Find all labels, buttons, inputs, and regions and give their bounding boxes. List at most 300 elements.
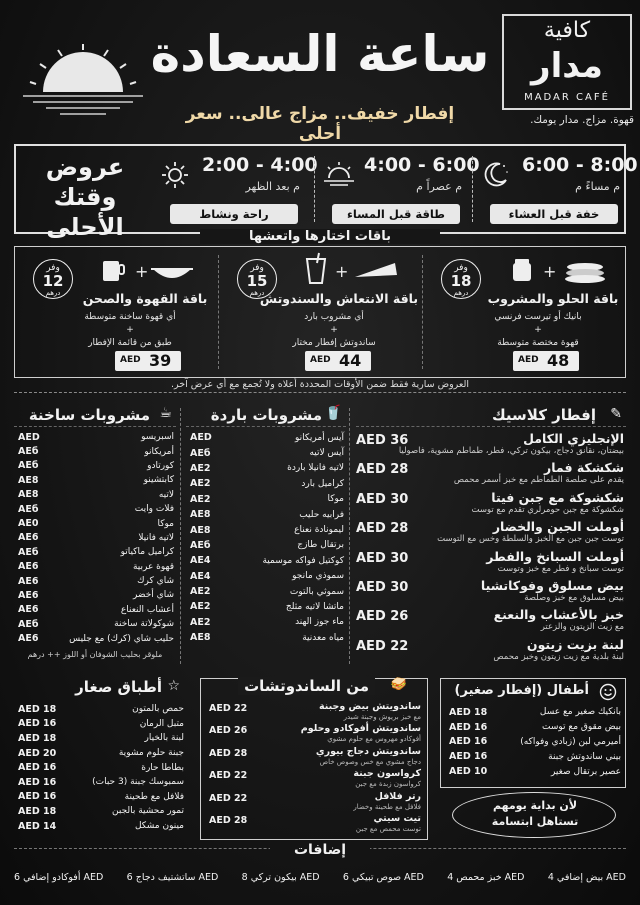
item-name: شكشوكة مع جبن فيتا <box>491 489 624 505</box>
menu-row <box>18 588 174 602</box>
item-name: آيس أمريكانو <box>295 432 344 443</box>
hot-drinks-note: ملوقر بحليب الشوفان أو اللوز ++ درهم <box>27 650 163 659</box>
item-price: AED 10 <box>449 766 488 778</box>
kids-box <box>440 678 626 788</box>
sandwich-icon: 🥪 <box>390 677 407 692</box>
item-price: AE2 <box>190 586 211 598</box>
item-price: AED 28 <box>356 462 409 478</box>
breakfast-list <box>356 430 626 665</box>
item-price: AED 18 <box>18 805 57 817</box>
item-name: سمبوسك جبنة (3 حبات) <box>92 777 184 788</box>
cold-cup-icon: 🥤 <box>324 405 342 421</box>
item-desc: بيض مسلوق مع خبز وصلصة <box>524 592 624 603</box>
price-value: 44 <box>339 351 362 370</box>
logo-line-2: مدار <box>531 46 603 86</box>
menu-row <box>18 459 174 473</box>
small-plates-section <box>14 678 186 838</box>
extra-item: 6 أفوكادو إضافي AED <box>14 871 104 883</box>
item-price: AEб <box>18 546 39 558</box>
item-price: AED 36 <box>356 433 409 448</box>
item-price: AE8 <box>18 489 39 501</box>
desc-plus: + <box>534 325 542 335</box>
item-price: AE4 <box>190 570 211 582</box>
section-title: مشروبات باردة <box>210 406 322 424</box>
svg-text:+: + <box>543 262 557 281</box>
packages-heading: باقات اختارها واتعشها <box>200 229 440 244</box>
item-price: AE2 <box>190 478 211 490</box>
extra-item: 8 بيكون تركي AED <box>241 871 320 883</box>
desc-plus: + <box>330 325 338 335</box>
breakfast-item <box>356 577 626 606</box>
item-name: آيس لاتيه <box>309 448 344 459</box>
item-name: ساندويتش بيض وجبنة <box>318 701 421 712</box>
menu-row <box>190 584 344 599</box>
item-price: AED 18 <box>18 703 57 715</box>
item-name: أوملت الجبن والخضار <box>492 519 624 535</box>
menu-row <box>190 445 344 460</box>
item-name: أمريكانو <box>144 446 174 457</box>
offer-note: العروض سارية فقط ضمن الأوقات المحددة أعلاه ولا تُجمع مع أي عرض آخر. <box>14 377 626 393</box>
item-price: AED 22 <box>209 792 248 804</box>
item-price: AE6 <box>18 604 39 616</box>
item-price: AED 16 <box>18 762 57 774</box>
svg-text:+: + <box>335 262 349 281</box>
section-title: أطفال (إفطار صغير) <box>454 683 589 698</box>
breakfast-item <box>356 459 626 488</box>
menu-row <box>449 764 621 779</box>
item-price: AED 30 <box>356 491 409 507</box>
item-name: عصير برتقال صغير <box>550 766 621 777</box>
item-desc: مع خبز بريوش وجبنة شيدر <box>343 713 421 721</box>
item-price: AE2 <box>190 616 211 628</box>
sunrise-logo-icon <box>18 40 148 120</box>
package-desc <box>55 311 205 350</box>
item-name: سموثي بالتوت <box>289 586 344 597</box>
offer-slot-afternoon <box>156 146 318 232</box>
item-name: شكشكة فمار <box>544 460 624 476</box>
item-name: حمص بالمتون <box>132 704 184 715</box>
item-name: لاتيه فانيلا <box>138 532 174 543</box>
item-desc: بيضتان، نقانق دجاج، بيكون تركي، فطر، طماطم مشوية، فاصوليا <box>398 446 624 456</box>
sandwiches-list <box>209 701 421 835</box>
divider <box>314 156 315 222</box>
package-desc <box>463 311 613 350</box>
package-price <box>513 351 579 371</box>
item-price: AED 16 <box>18 718 57 730</box>
logo-tagline: قهوة. مزاج. مدار يومك. <box>530 114 634 126</box>
desc-line: طبق من قائمة الإفطار <box>88 338 172 348</box>
small-plates-list <box>18 702 184 833</box>
menu-row <box>18 430 174 444</box>
offer-time: 6:00 - 8:00 <box>522 154 638 176</box>
item-name: خبز بالأعشاب والنعنع <box>493 607 624 623</box>
menu-row <box>18 717 184 732</box>
menu-row <box>18 502 174 516</box>
package-title: باقة الانتعاش والسندوتش <box>259 291 419 306</box>
divider <box>14 426 176 427</box>
item-name: جبنة حلوم مشوية <box>118 748 184 759</box>
desc-line: أي قهوة ساخنة متوسطة <box>84 312 176 322</box>
item-price: AEб <box>18 446 39 458</box>
logo-english: MADAR CAFÉ <box>524 92 610 103</box>
item-price: AE8 <box>190 632 211 644</box>
item-name: موكا <box>157 518 174 529</box>
item-name: كورتادو <box>147 460 174 471</box>
offers-title-line-1: عروض وقتك <box>45 153 125 211</box>
package-price <box>305 351 371 371</box>
bubble-line-1: لأن بداية يومهم <box>492 799 578 812</box>
menu-row <box>18 531 174 545</box>
offer-period: م مساءً م <box>575 180 620 193</box>
item-name: ماء جوز الهند <box>295 617 344 628</box>
offer-period: م بعد الظهر <box>245 180 300 193</box>
menu-row <box>190 492 344 507</box>
item-name: شوكولاتة ساخنة <box>114 619 174 630</box>
item-price: AEб <box>18 503 39 515</box>
divider <box>349 408 350 664</box>
item-name: فلافل مع طحينة <box>124 791 184 802</box>
save-label: وفر <box>46 263 60 273</box>
item-price: AE2 <box>190 462 211 474</box>
offer-label: راحة ونشاط <box>170 204 298 224</box>
packages-box <box>14 246 626 378</box>
item-price: AE6 <box>18 575 39 587</box>
offers-title <box>20 152 150 242</box>
item-price: AE8 <box>190 509 211 521</box>
package-coffee-plate <box>15 247 217 377</box>
menu-row <box>18 545 174 559</box>
hot-cup-icon: ☕ <box>159 405 172 421</box>
breakfast-item <box>356 636 626 665</box>
item-name: ساندويتش دجاج بيوري <box>315 745 421 757</box>
desc-line: قهوة مختصة متوسطة <box>497 338 579 348</box>
item-price: AED 16 <box>18 791 57 803</box>
item-name: مينون مشكل <box>134 821 184 832</box>
item-price: AE8 <box>18 474 39 486</box>
item-name: سموذي مانجو <box>292 571 344 582</box>
item-price: AE2 <box>190 493 211 505</box>
item-name: أميرمي لبن (زبادي وفواكه) <box>520 736 621 747</box>
sun-icon <box>160 160 190 190</box>
menu-row <box>18 702 184 717</box>
item-name: الإنجليزي الكامل <box>523 431 624 446</box>
package-price <box>115 351 181 371</box>
breakfast-section <box>356 404 626 666</box>
moon-icon <box>482 160 510 188</box>
package-title: باقة القهوة والصحن <box>82 291 208 306</box>
item-price: AE0 <box>18 518 39 530</box>
menu-row <box>18 804 184 819</box>
item-price: AED 28 <box>356 521 409 537</box>
item-name: بيني ساندوتش جبنة <box>548 751 621 762</box>
extras-list <box>14 866 626 888</box>
item-price: AEб <box>190 539 211 551</box>
item-price: AE6 <box>18 633 39 645</box>
breakfast-item <box>356 606 626 635</box>
item-name: كراميل بارد <box>301 478 344 489</box>
save-label: وفر <box>454 263 468 273</box>
package-cold-sandwich <box>219 247 421 377</box>
item-price: AE6 <box>18 561 39 573</box>
item-price: AED 16 <box>449 751 488 763</box>
menu-row <box>190 476 344 491</box>
item-price: AED 22 <box>209 703 248 714</box>
kids-bubble <box>452 792 616 838</box>
menu-row <box>18 444 174 458</box>
extras-title: إضافات <box>270 842 370 858</box>
menu-row <box>18 574 174 588</box>
item-price: AEб <box>18 618 39 630</box>
currency: AED <box>120 355 141 365</box>
extra-item: 4 خبز محمص AED <box>447 871 525 883</box>
breakfast-item <box>356 430 626 459</box>
price-value: 39 <box>149 351 172 370</box>
item-name: بطاطا حارة <box>141 762 184 773</box>
offer-label: خفة قبل العشاء <box>490 204 618 224</box>
item-name: رتر فلافل <box>374 790 421 802</box>
menu-row <box>190 430 344 445</box>
item-name: كراميل ماكياتو <box>120 547 174 558</box>
menu-row <box>18 473 174 487</box>
item-price: AED 16 <box>449 736 488 748</box>
kids-list <box>449 705 621 779</box>
offer-slot-night <box>476 146 638 232</box>
menu-row <box>18 731 184 746</box>
divider <box>186 426 346 427</box>
sandwich-item <box>209 701 421 723</box>
pancake-icon <box>507 255 611 285</box>
menu-row <box>449 720 621 735</box>
desc-line: ساندوتش إفطار مختار <box>292 338 376 348</box>
offer-label: طاقة قبل المساء <box>332 204 460 224</box>
item-price: AEб <box>190 447 211 459</box>
item-desc: توست سبانخ و فطر مع خبز وتوست <box>497 563 624 574</box>
item-price: AED 28 <box>209 814 248 826</box>
save-value: 15 <box>246 272 268 290</box>
item-price: AED 20 <box>18 747 57 759</box>
item-price: AE6 <box>18 532 39 544</box>
menu-row <box>449 705 621 720</box>
menu-row <box>18 790 184 805</box>
plate-icon: ✎ <box>610 406 622 422</box>
extra-item: 6 صوص تبيكي AED <box>342 871 424 883</box>
item-desc: مع زيت الزيتون والزعتر <box>540 622 624 633</box>
item-price: AE8 <box>190 524 211 536</box>
save-unit: درهم <box>45 289 61 297</box>
menu-row <box>190 599 344 614</box>
item-name: لبنة بزيت زيتون <box>526 636 624 652</box>
section-title: أطباق صغار <box>75 678 162 696</box>
hot-drinks-list <box>18 430 174 646</box>
item-price: AED 14 <box>18 820 57 832</box>
item-name: قهوة عربية <box>132 561 174 572</box>
item-name: أوملت السبانخ والفطر <box>486 548 624 564</box>
item-name: ماتشا لاتيه مثلج <box>285 601 344 612</box>
sandwiches-box <box>200 678 428 840</box>
menu-row <box>18 760 184 775</box>
menu-row <box>190 615 344 630</box>
smiley-icon <box>599 683 617 701</box>
item-price: AED 18 <box>449 706 488 718</box>
item-name: لاتيه فانيلا باردة <box>287 463 344 474</box>
save-value: 18 <box>450 272 472 290</box>
breakfast-item <box>356 548 626 577</box>
item-desc: لبنة بلدية مع زيت زيتون وخبز محمص <box>493 651 624 662</box>
menu-row <box>18 488 174 502</box>
extra-item: 4 بيض إضافي AED <box>547 871 626 883</box>
item-price: AED 26 <box>356 609 409 625</box>
sandwich-item <box>209 813 421 835</box>
extra-item: 6 ساتشتيف دجاج AED <box>126 871 219 883</box>
item-price: AE6 <box>18 589 39 601</box>
item-desc: دجاج مشوي مع خس وصوص خاص <box>319 757 421 766</box>
divider <box>180 408 181 664</box>
page-title: ساعة السعادة <box>150 25 490 83</box>
cold-drinks-section <box>186 404 346 666</box>
save-unit: درهم <box>453 289 469 297</box>
menu-row <box>18 516 174 530</box>
item-price: AED 28 <box>209 747 248 759</box>
item-desc: يقدم على صلصة الطماطم مع خبز أسمر محمص <box>453 475 624 486</box>
menu-row <box>190 630 344 645</box>
desc-line: أي مشروب بارد <box>304 312 364 322</box>
section-title: من الساندوتشات <box>238 677 375 695</box>
item-name: لبنة بالخيار <box>144 733 184 744</box>
price-value: 48 <box>547 351 570 370</box>
item-price: AED 22 <box>356 638 409 654</box>
item-desc: توست جبن جبن مع الخبز والسلطة وخس مع التوست <box>437 534 624 545</box>
menu-row <box>18 603 174 617</box>
menu-row <box>190 461 344 476</box>
menu-row <box>190 507 344 522</box>
item-name: شاي كرك <box>137 576 174 587</box>
page-subtitle: إفطار خفيف.. مزاج عالى.. سعر أحلى <box>185 104 455 144</box>
item-name: اسبريسو <box>141 432 174 443</box>
cafe-logo <box>502 14 632 110</box>
package-desc <box>259 311 409 350</box>
menu-row <box>449 749 621 764</box>
save-label: وفر <box>250 263 264 273</box>
offer-time: 2:00 - 4:00 <box>202 154 318 176</box>
star-icon: ☆ <box>167 678 180 694</box>
item-price: AED 30 <box>356 579 409 595</box>
coffee-cup-icon <box>97 255 197 285</box>
section-title: مشروبات ساخنة <box>28 406 150 424</box>
section-title: إفطار كلاسيك <box>491 406 596 424</box>
breakfast-item <box>356 489 626 518</box>
offer-period: م عصراً م <box>416 180 462 193</box>
save-badge <box>33 259 73 299</box>
item-name: فرابيه حليب <box>299 509 344 520</box>
logo-line-1: كافية <box>543 18 591 43</box>
item-name: مياه معدنية <box>302 632 344 643</box>
save-value: 12 <box>42 272 64 290</box>
currency: AED <box>310 355 331 365</box>
sunset-icon <box>322 160 356 186</box>
save-badge <box>441 259 481 299</box>
currency: AED <box>518 355 539 365</box>
item-price: AED 22 <box>209 770 248 782</box>
sandwich-item <box>209 768 421 790</box>
item-price: AEб <box>18 460 39 472</box>
item-name: أعشاب النعناع <box>120 604 174 615</box>
menu-row <box>18 819 184 834</box>
item-name: تمور محشية بالجبن <box>112 806 184 817</box>
item-desc: أفوكادو مهروس مع حلوم مشوي <box>327 735 421 744</box>
menu-row <box>18 775 184 790</box>
cold-drinks-list <box>190 430 344 645</box>
item-name: برتقال طازج <box>297 540 344 551</box>
menu-row <box>190 553 344 568</box>
item-price: AED 16 <box>18 776 57 788</box>
item-desc: توست محمص مع جبن <box>355 824 421 833</box>
item-price: AED <box>190 432 212 444</box>
item-name: شاي أخضر <box>132 590 174 601</box>
svg-text:+: + <box>135 262 149 281</box>
divider <box>356 426 626 427</box>
sandwich-item <box>209 746 421 768</box>
item-name: متبل الرمان <box>139 718 184 729</box>
cold-drink-icon <box>299 253 403 285</box>
menu-row <box>18 617 174 631</box>
bubble-line-2: تستاهل ابتسامة <box>491 815 579 828</box>
item-price: AED 30 <box>356 550 409 566</box>
item-name: كوكتيل فواكه موسمية <box>262 555 344 566</box>
save-unit: درهم <box>249 289 265 297</box>
desc-plus: + <box>126 325 134 335</box>
item-name: بانكيك صغير مع عسل <box>539 707 621 718</box>
menu-row <box>18 560 174 574</box>
item-name: ليمونادة نعناع <box>294 525 344 536</box>
package-title: باقة الحلو والمشروب <box>487 291 619 306</box>
hot-drinks-section <box>14 404 176 666</box>
menu-row <box>449 735 621 750</box>
item-desc: شكشوكة مع جبن حومرلري تقدم مع توست <box>471 504 624 515</box>
sandwich-item <box>209 791 421 813</box>
item-name: كابتشينو <box>143 475 174 486</box>
item-name: كرواسون جبنة <box>353 768 421 780</box>
menu-row <box>190 522 344 537</box>
item-desc: فلافل مع طحينة وخضار <box>353 802 421 811</box>
menu-row <box>18 746 184 761</box>
item-name: حليب شاي (كرك) مع جليس <box>69 633 174 644</box>
item-price: AED 16 <box>449 721 488 733</box>
item-price: AE4 <box>190 555 211 567</box>
divider <box>472 156 473 222</box>
menu-row <box>190 569 344 584</box>
item-name: تيت سيتي <box>373 812 421 824</box>
item-price: AE2 <box>190 601 211 613</box>
breakfast-item <box>356 518 626 547</box>
item-price: AED 26 <box>209 725 248 737</box>
offers-title-line-2: الأحلى <box>46 213 124 241</box>
item-price: AED <box>18 431 40 443</box>
item-name: فلات وايت <box>134 504 174 515</box>
menu-row <box>18 631 174 645</box>
item-name: لاتيه <box>158 489 174 500</box>
item-name: بيض مسلوق وفوكاتشيا <box>480 577 624 593</box>
menu-row <box>190 538 344 553</box>
sandwich-item <box>209 723 421 745</box>
offer-slot-evening <box>318 146 480 232</box>
item-name: بيض مقوق مع توست <box>542 722 621 733</box>
offer-time: 4:00 - 6:00 <box>364 154 480 176</box>
item-name: ساندويتش أفوكادو وحلوم <box>300 723 421 735</box>
item-desc: كرواسون زبدة مع جبن <box>355 780 421 789</box>
item-price: AED 18 <box>18 732 57 744</box>
desc-line: بانيك أو تيرست فرنسي <box>494 312 582 322</box>
item-name: موكا <box>327 494 344 505</box>
